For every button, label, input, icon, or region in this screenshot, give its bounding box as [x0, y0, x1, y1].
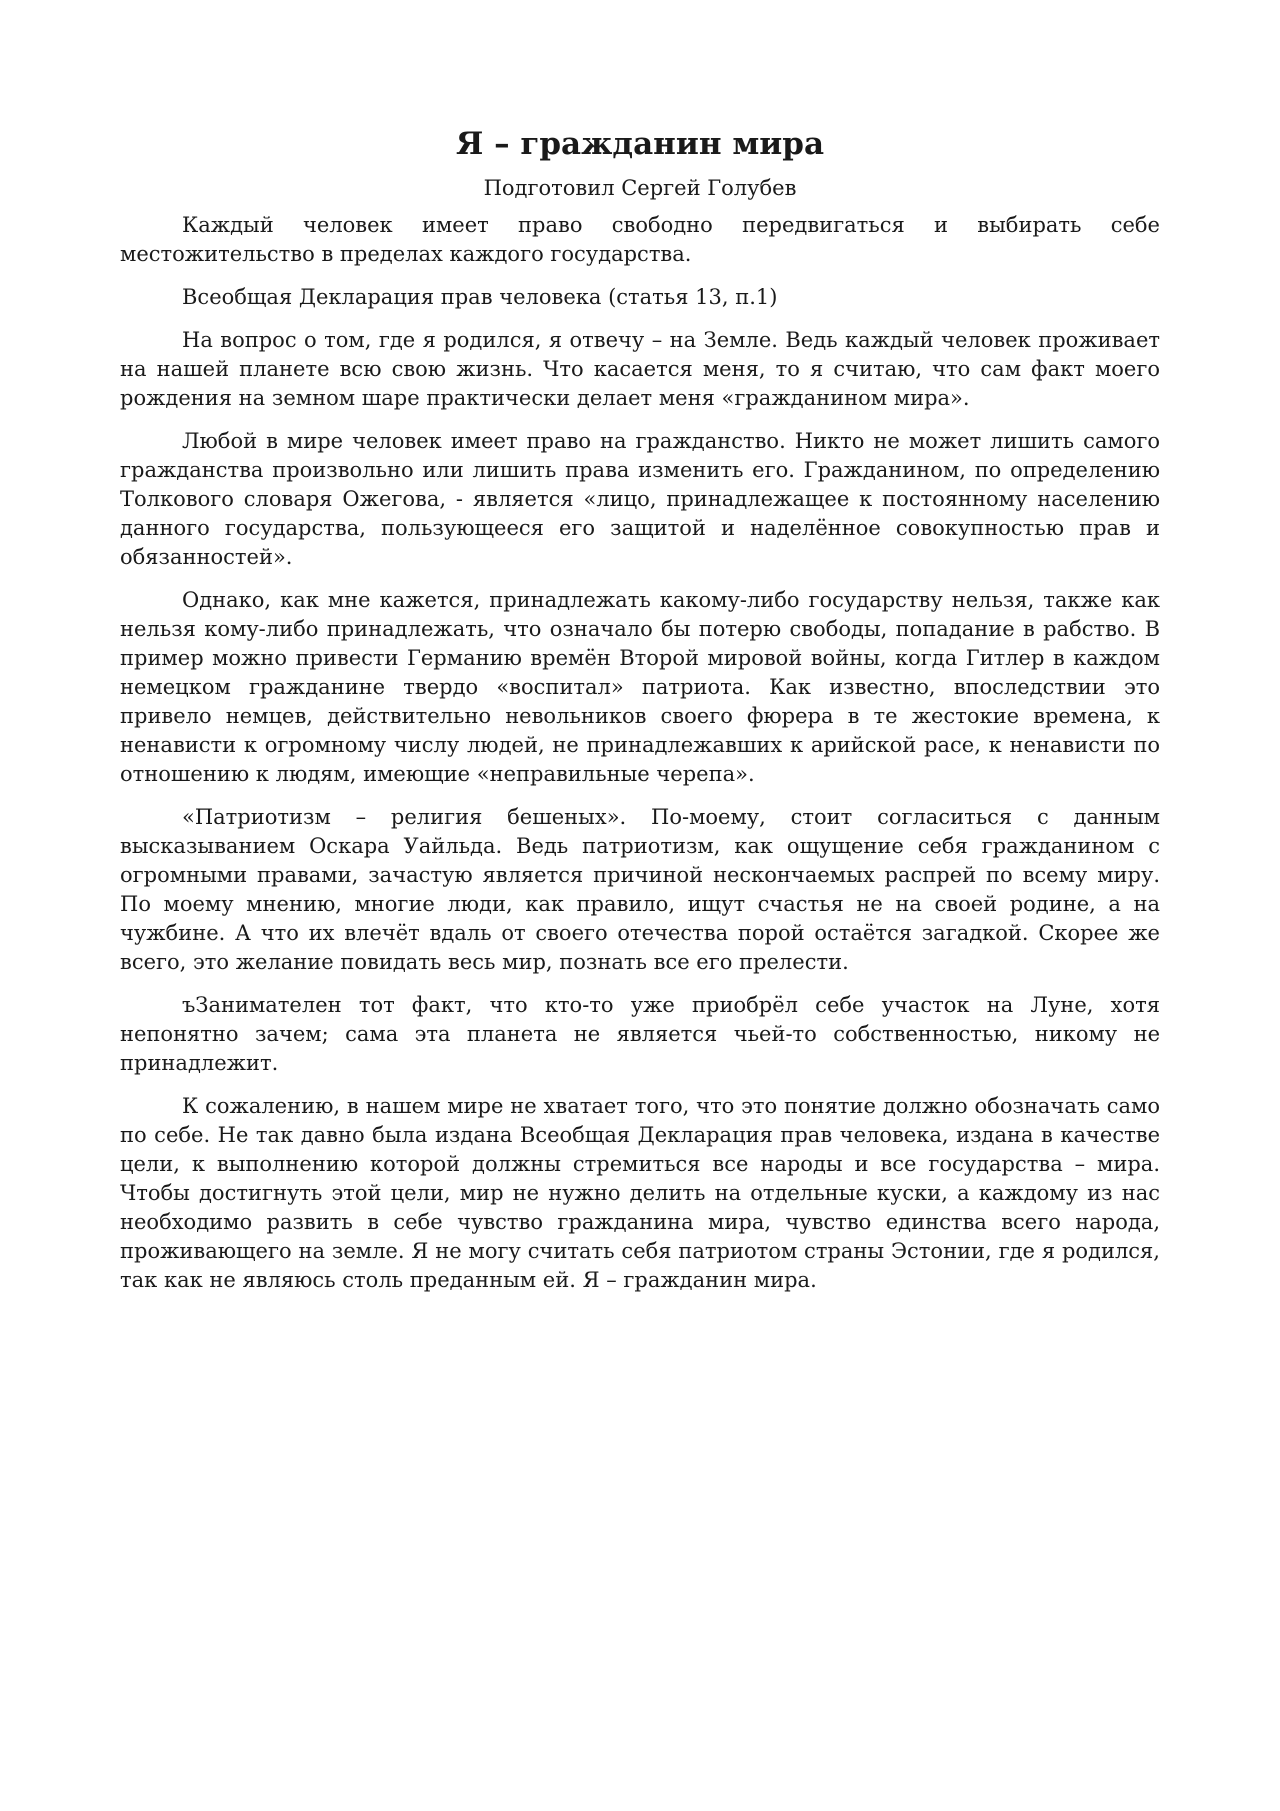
paragraph: «Патриотизм – религия бешеных». По-моему, стоит согласиться с данным высказыванием Оскара Уайльда. Ведь патриотизм, как ощущение себя гражданином с огромными правами, зачастую является причиной нескончаемых распрей по всему миру. По моему мнению, многие люди, как правило, ищут счастья не на своей родине, а на чужбине. А что их влечёт вдаль от своего отечества порой остаётся загадкой. Скорее же всего, это желание повидать весь мир, познать все его прелести. — [120, 805, 1160, 974]
paragraph: К сожалению, в нашем мире не хватает того, что это понятие должно обозначать само по себе. Не так давно была издана Всеобщая Декларация прав человека, издана в качестве цели, к выполнению которой должны стремиться все народы и все государства – мира. Чтобы достигнуть этой цели, мир не нужно делить на отдельные куски, а каждому из нас необходимо развить в себе чувство гражданина мира, чувство единства всего народа, проживающего на земле. Я не могу считать себя патриотом страны Эстонии, где я родился, так как не являюсь столь преданным ей. Я – гражданин мира. — [120, 1094, 1160, 1292]
paragraph: Каждый человек имеет право свободно передвигаться и выбирать себе местожительство в пределах каждого государства. — [120, 213, 1160, 266]
document-author: Подготовил Сергей Голубев — [483, 176, 797, 200]
paragraph: ъЗанимателен тот факт, что кто-то уже приобрёл себе участок на Луне, хотя непонятно зачем; сама эта планета не является чьей-то собственностью, никому не принадлежит. — [120, 993, 1160, 1075]
paragraph: Любой в мире человек имеет право на гражданство. Никто не может лишить самого гражданства произвольно или лишить права изменить его. Гражданином, по определению Толкового словаря Ожегова, - является «лицо, принадлежащее к постоянному населению данного государства, пользующееся его защитой и наделённое совокупностью прав и обязанностей». — [120, 429, 1160, 569]
document-page — [120, 110, 1160, 1309]
paragraph: Однако, как мне кажется, принадлежать какому-либо государству нельзя, также как нельзя кому-либо принадлежать, что означало бы потерю свободы, попадание в рабство. В пример можно привести Германию времён Второй мировой войны, когда Гитлер в каждом немецком гражданине твердо «воспитал» патриота. Как известно, впоследствии это привело немцев, действительно невольников своего фюрера в те жестокие времена, к ненависти к огромному числу людей, не принадлежавших к арийской расе, к ненависти по отношению к людям, имеющие «неправильные черепа». — [120, 588, 1160, 786]
paragraph: На вопрос о том, где я родился, я отвечу – на Земле. Ведь каждый человек проживает на нашей планете всю свою жизнь. Что касается меня, то я считаю, что сам факт моего рождения на земном шаре практически делает меня «гражданином мира». — [120, 328, 1160, 410]
document-title: Я – гражданин мира — [455, 126, 825, 162]
paragraph-citation: Всеобщая Декларация прав человека (статья 13, п.1) — [182, 285, 778, 309]
